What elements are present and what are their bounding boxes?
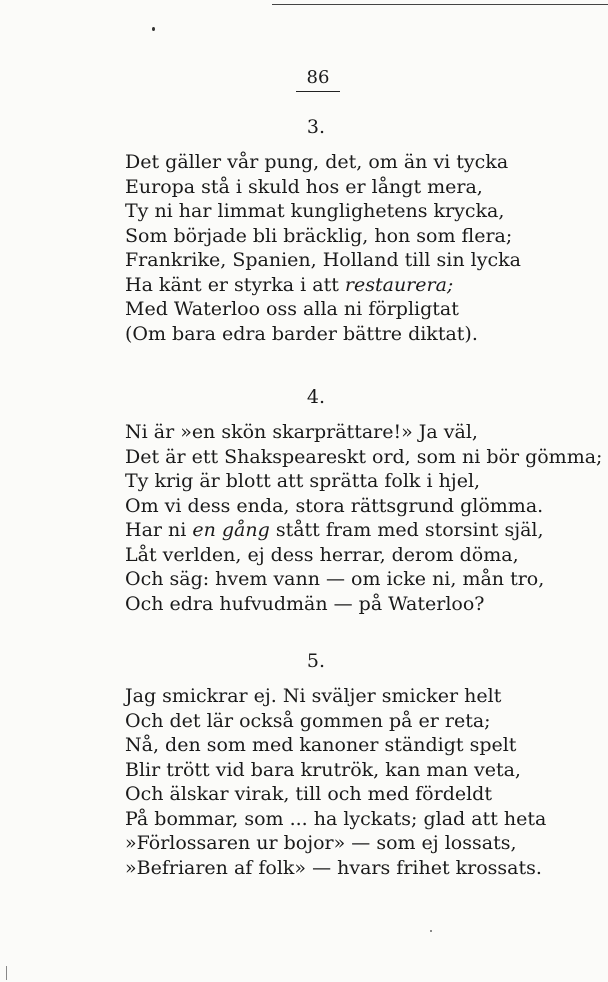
verse-line: Och edra hufvudmän — på Waterloo?	[125, 592, 485, 615]
verse-line: Ty krig är blott att sprätta folk i hjel,	[125, 470, 481, 492]
stanza	[125, 420, 603, 616]
verse-line: Nå, den som med kanoner ständigt spelt	[125, 734, 517, 756]
top-border-rule	[272, 4, 608, 5]
verse-line: Europa stå i skuld hos er långt mera,	[125, 175, 483, 198]
verse-line: Ty ni har limmat kunglighetens krycka,	[125, 200, 505, 222]
verse-line: Jag smickrar ej. Ni sväljer smicker helt	[125, 685, 502, 707]
verse-line: Om vi dess enda, stora rättsgrund glömma.	[125, 494, 544, 517]
verse-line: »Förlossaren ur bojor» — som ej lossats,	[125, 832, 517, 854]
verse-line: Det är ett Shakspeareskt ord, som ni bör gömma;	[125, 445, 603, 468]
verse-line: Det gäller vår pung, det, om än vi tycka	[125, 151, 509, 173]
stanza	[125, 684, 545, 880]
verse-line: På bommar, som ... ha lyckats; glad att heta	[125, 807, 547, 830]
verse-line: Ha känt er styrka i att restaurera;	[125, 273, 454, 296]
verse-line: Och älskar virak, till och med fördeldt	[125, 783, 492, 805]
verse-line: Blir trött vid bara krutrök, kan man veta,	[125, 758, 521, 781]
verse-line: Låt verlden, ej dess herrar, derom döma,	[125, 543, 519, 566]
verse-line: (Om bara edra barder bättre diktat).	[125, 322, 478, 345]
page-edge-mark	[6, 966, 7, 980]
verse-line: Frankrike, Spanien, Holland till sin lycka	[125, 249, 521, 271]
verse-line: Och det lär också gommen på er reta;	[125, 709, 491, 732]
stanza-number: 4.	[306, 386, 326, 408]
stanza-number: 3.	[306, 116, 326, 138]
ink-speck	[430, 930, 432, 932]
verse-line: Har ni en gång stått fram med storsint själ,	[125, 519, 544, 541]
verse-line: Med Waterloo oss alla ni förpligtat	[125, 298, 459, 320]
verse-line: Ni är »en skön skarprättare!» Ja väl,	[125, 421, 478, 443]
page-number: 86	[296, 68, 340, 92]
verse-line: »Befriaren af folk» — hvars frihet krossats.	[125, 856, 542, 879]
stanza	[125, 150, 545, 346]
stanza-number: 5.	[306, 650, 326, 672]
verse-line: Och säg: hvem vann — om icke ni, mån tro,	[125, 568, 545, 590]
verse-line: Som började bli bräcklig, hon som flera;	[125, 224, 513, 247]
ink-speck	[152, 27, 155, 31]
